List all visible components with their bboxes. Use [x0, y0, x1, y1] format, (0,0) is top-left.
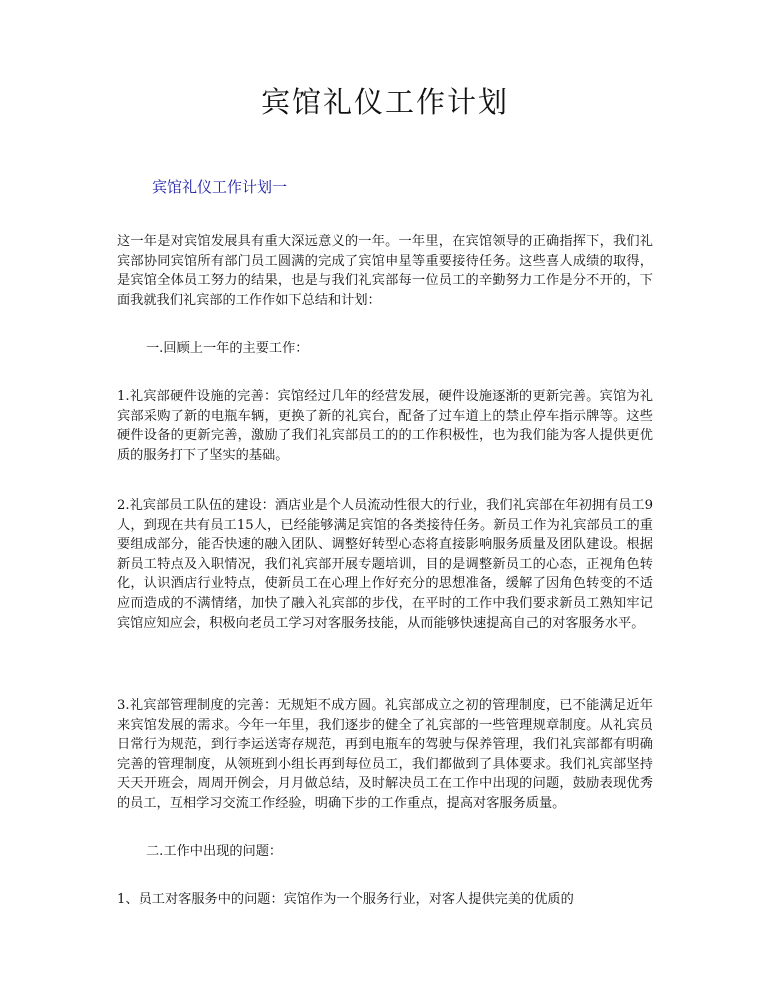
intro-paragraph: 这一年是对宾馆发展具有重大深远意义的一年。一年里，在宾馆领导的正确指挥下，我们礼宾部协同宾馆所有部门员工圆满的完成了宾馆申星等重要接待任务。这些喜人成绩的取得，是宾馆全体员工努力的结果，也是与我们礼宾部每一位员工的辛勤努力工作是分不开的，下面我就我们礼宾部的工作作如下总结和计划：: [117, 234, 653, 308]
paragraph-management: 3.礼宾部管理制度的完善：无规矩不成方圆。礼宾部成立之初的管理制度，已不能满足近年来宾馆发展的需求。今年一年里，我们逐步的健全了礼宾部的一些管理规章制度。从礼宾员日常行为规范，到行李运送寄存规范，再到电瓶车的驾驶与保养管理，我们礼宾部都有明确完善的管理制度，从领班到小组长再到每位员工，我们都做到了具体要求。我们礼宾部坚持天天开班会，周周开例会，月月做总结，及时解决员工在工作中出现的问题，鼓励表现优秀的员工，互相学习交流工作经验，明确下步的工作重点，提高对客服务质量。: [117, 698, 653, 811]
document-title: 宾馆礼仪工作计划: [260, 85, 509, 119]
paragraph-staff: 2.礼宾部员工队伍的建设：酒店业是个人员流动性很大的行业，我们礼宾部在年初拥有员工9人，到现在共有员工15人，已经能够满足宾馆的各类接待任务。新员工作为礼宾部员工的重要组成部分，能否快速的融入团队、调整好转型心态将直接影响服务质量及团队建设。根据新员工特点及入职情况，我们礼宾部开展专题培训，目的是调整新员工的心态，正视角色转化，认识酒店行业特点，使新员工在心理上作好充分的思想准备，缓解了因角色转变的不适应而造成的不满情绪，加快了融入礼宾部的步伐，在平时的工作中我们要求新员工熟知牢记宾馆应知应会，积极向老员工学习对客服务技能，从而能够快速提高自己的对客服务水平。: [117, 498, 653, 631]
section-heading-problems: 二.工作中出现的问题：: [146, 844, 283, 859]
section-subtitle: 宾馆礼仪工作计划一: [152, 178, 288, 196]
section-heading-review: 一.回顾上一年的主要工作：: [146, 341, 309, 356]
paragraph-service-problems: 1、员工对客服务中的问题：宾馆作为一个服务行业，对客人提供完美的优质的: [117, 892, 574, 907]
paragraph-hardware: 1.礼宾部硬件设施的完善：宾馆经过几年的经营发展，硬件设施逐渐的更新完善。宾馆为礼宾部采购了新的电瓶车辆，更换了新的礼宾台，配备了过车道上的禁止停车指示牌等。这些硬件设备的更新完善，激励了我们礼宾部员工的的工作积极性，也为我们能为客人提供更优质的服务打下了坚实的基础。: [117, 389, 653, 463]
